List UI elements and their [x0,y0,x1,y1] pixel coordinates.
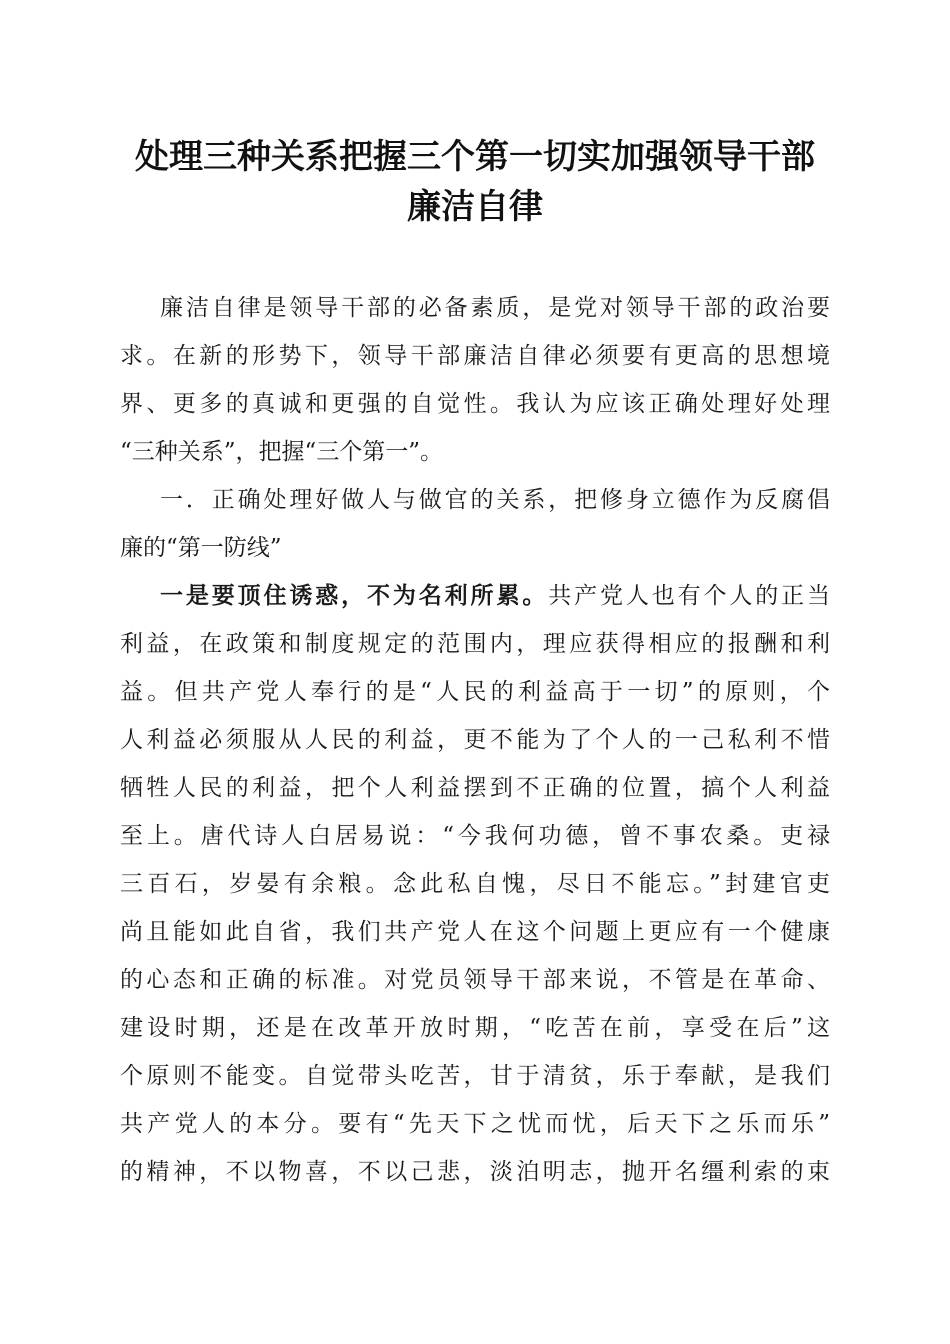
bold-lead-text: 一是要顶住诱惑，不为名利所累。 [160,582,549,609]
body-line: “三种关系”，把握“三个第一”。 [120,439,444,465]
body-line: 求。在新的形势下，领导干部廉洁自律必须要有更高的思想境 [120,343,830,369]
body-line: 人利益必须服从人民的利益，更不能为了个人的一己私利不惜 [120,727,830,753]
body-line-with-lead [120,572,830,620]
title-line-2: 廉洁自律 [407,187,543,227]
body-line: 的精神，不以物喜，不以己悲，淡泊明志，抛开名缰利索的束 [120,1159,830,1185]
body-line: 的心态和正确的标准。对党员领导干部来说，不管是在革命、 [120,967,830,993]
body-line: 三百石，岁晏有余粮。念此私自愧，尽日不能忘。”封建官吏 [120,871,830,897]
document-title [100,132,850,232]
body-line: 廉洁自律是领导干部的必备素质，是党对领导干部的政治要 [160,295,830,321]
body-line: 牺牲人民的利益，把个人利益摆到不正确的位置，搞个人利益 [120,775,830,801]
body-line: 共产党人的本分。要有“先天下之忧而忧，后天下之乐而乐” [120,1111,830,1137]
title-line-1: 处理三种关系把握三个第一切实加强领导干部 [135,137,815,177]
section-heading-line: 廉的“第一防线” [120,535,282,561]
body-line: 界、更多的真诚和更强的自觉性。我认为应该正确处理好处理 [120,391,830,417]
body-line: 尚且能如此自省，我们共产党人在这个问题上更应有一个健康 [120,919,830,945]
body-line: 个原则不能变。自觉带头吃苦，甘于清贫，乐于奉献，是我们 [120,1063,830,1089]
lead-continuation: 共产党人也有个人的正当 [548,583,831,609]
body-line: 益。但共产党人奉行的是“人民的利益高于一切”的原则，个 [120,679,830,705]
body-line: 建设时期，还是在改革开放时期，“吃苦在前，享受在后”这 [120,1015,830,1041]
body-line: 至上。唐代诗人白居易说：“今我何功德，曾不事农桑。吏禄 [120,823,830,849]
section-heading-line: 一．正确处理好做人与做官的关系，把修身立德作为反腐倡 [160,487,830,513]
body-line: 利益，在政策和制度规定的范围内，理应获得相应的报酬和利 [120,631,830,657]
document-body [120,284,830,1196]
